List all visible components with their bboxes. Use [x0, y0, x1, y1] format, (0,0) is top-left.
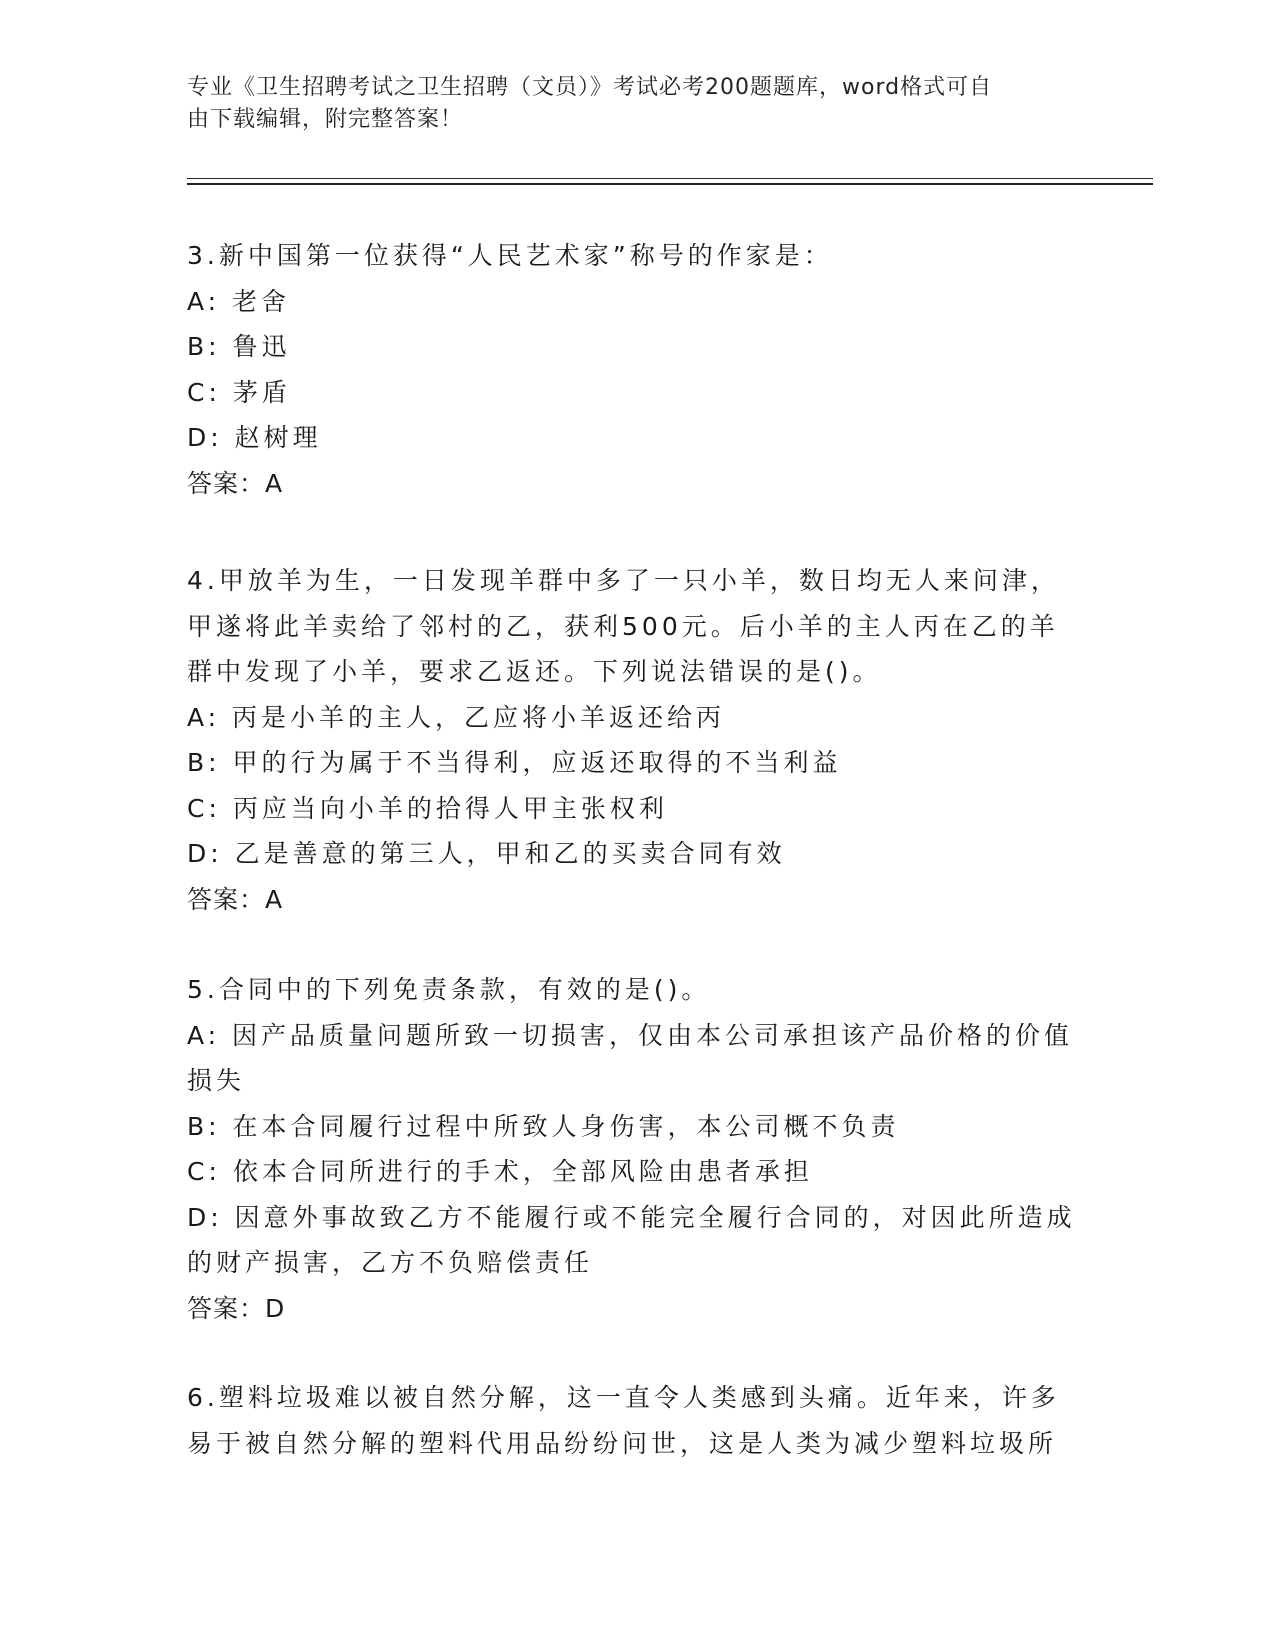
question-stem-line-1: 4.甲放羊为生，一日发现羊群中多了一只小羊，数日均无人来问津， [187, 566, 1060, 595]
option-d: D: 赵树理 [187, 423, 322, 452]
header-line-2: 由下载编辑，附完整答案！ [187, 107, 464, 132]
answer-line: 答案：D [187, 1293, 286, 1323]
option-b: B: 鲁迅 [187, 332, 291, 361]
answer-line: 答案：A [187, 884, 284, 914]
header-divider-bottom [187, 183, 1153, 185]
option-a-line-2: 损失 [187, 1066, 246, 1095]
option-d-line-2: 的财产损害，乙方不负赔偿责任 [187, 1248, 594, 1277]
option-d-line-1: D: 因意外事故致乙方不能履行或不能完全履行合同的，对因此所造成 [187, 1202, 1076, 1232]
option-a: A: 丙是小羊的主人，乙应将小羊返还给丙 [187, 702, 726, 732]
option-a: A: 老舍 [187, 286, 291, 316]
option-c: C: 丙应当向小羊的拾得人甲主张权利 [187, 793, 668, 823]
question-stem-line-2: 甲遂将此羊卖给了邻村的乙，获利500元。后小羊的主人丙在乙的羊 [187, 611, 1059, 641]
question-stem: 3.新中国第一位获得“人民艺术家”称号的作家是： [187, 241, 833, 270]
question-5 [187, 967, 1087, 1331]
question-stem-line-1: 6.塑料垃圾难以被自然分解，这一直令人类感到头痛。近年来，许多 [187, 1383, 1060, 1412]
question-stem-line-3: 群中发现了小羊，要求乙返还。下列说法错误的是()。 [187, 657, 882, 686]
question-4 [187, 558, 1087, 922]
option-c: C: 依本合同所进行的手术，全部风险由患者承担 [187, 1157, 813, 1186]
option-b: B: 甲的行为属于不当得利，应返还取得的不当利益 [187, 748, 842, 777]
question-stem-line-2: 易于被自然分解的塑料代用品纷纷问世，这是人类为减少塑料垃圾所 [187, 1428, 1058, 1458]
option-a-line-1: A: 因产品质量问题所致一切损害，仅由本公司承担该产品价格的价值 [187, 1020, 1074, 1050]
answer-line: 答案：A [187, 468, 284, 498]
question-3 [187, 233, 1087, 506]
question-stem: 5.合同中的下列免责条款，有效的是()。 [187, 975, 711, 1004]
header-line-1: 专业《卫生招聘考试之卫生招聘（文员）》考试必考200题题库，word格式可自 [187, 75, 993, 100]
option-c: C: 茅盾 [187, 377, 291, 407]
option-d: D: 乙是善意的第三人，甲和乙的买卖合同有效 [187, 839, 786, 868]
header-divider-top [187, 178, 1153, 179]
question-6 [187, 1375, 1087, 1466]
option-b: B: 在本合同履行过程中所致人身伤害，本公司概不负责 [187, 1111, 900, 1141]
document-header [187, 72, 1067, 136]
